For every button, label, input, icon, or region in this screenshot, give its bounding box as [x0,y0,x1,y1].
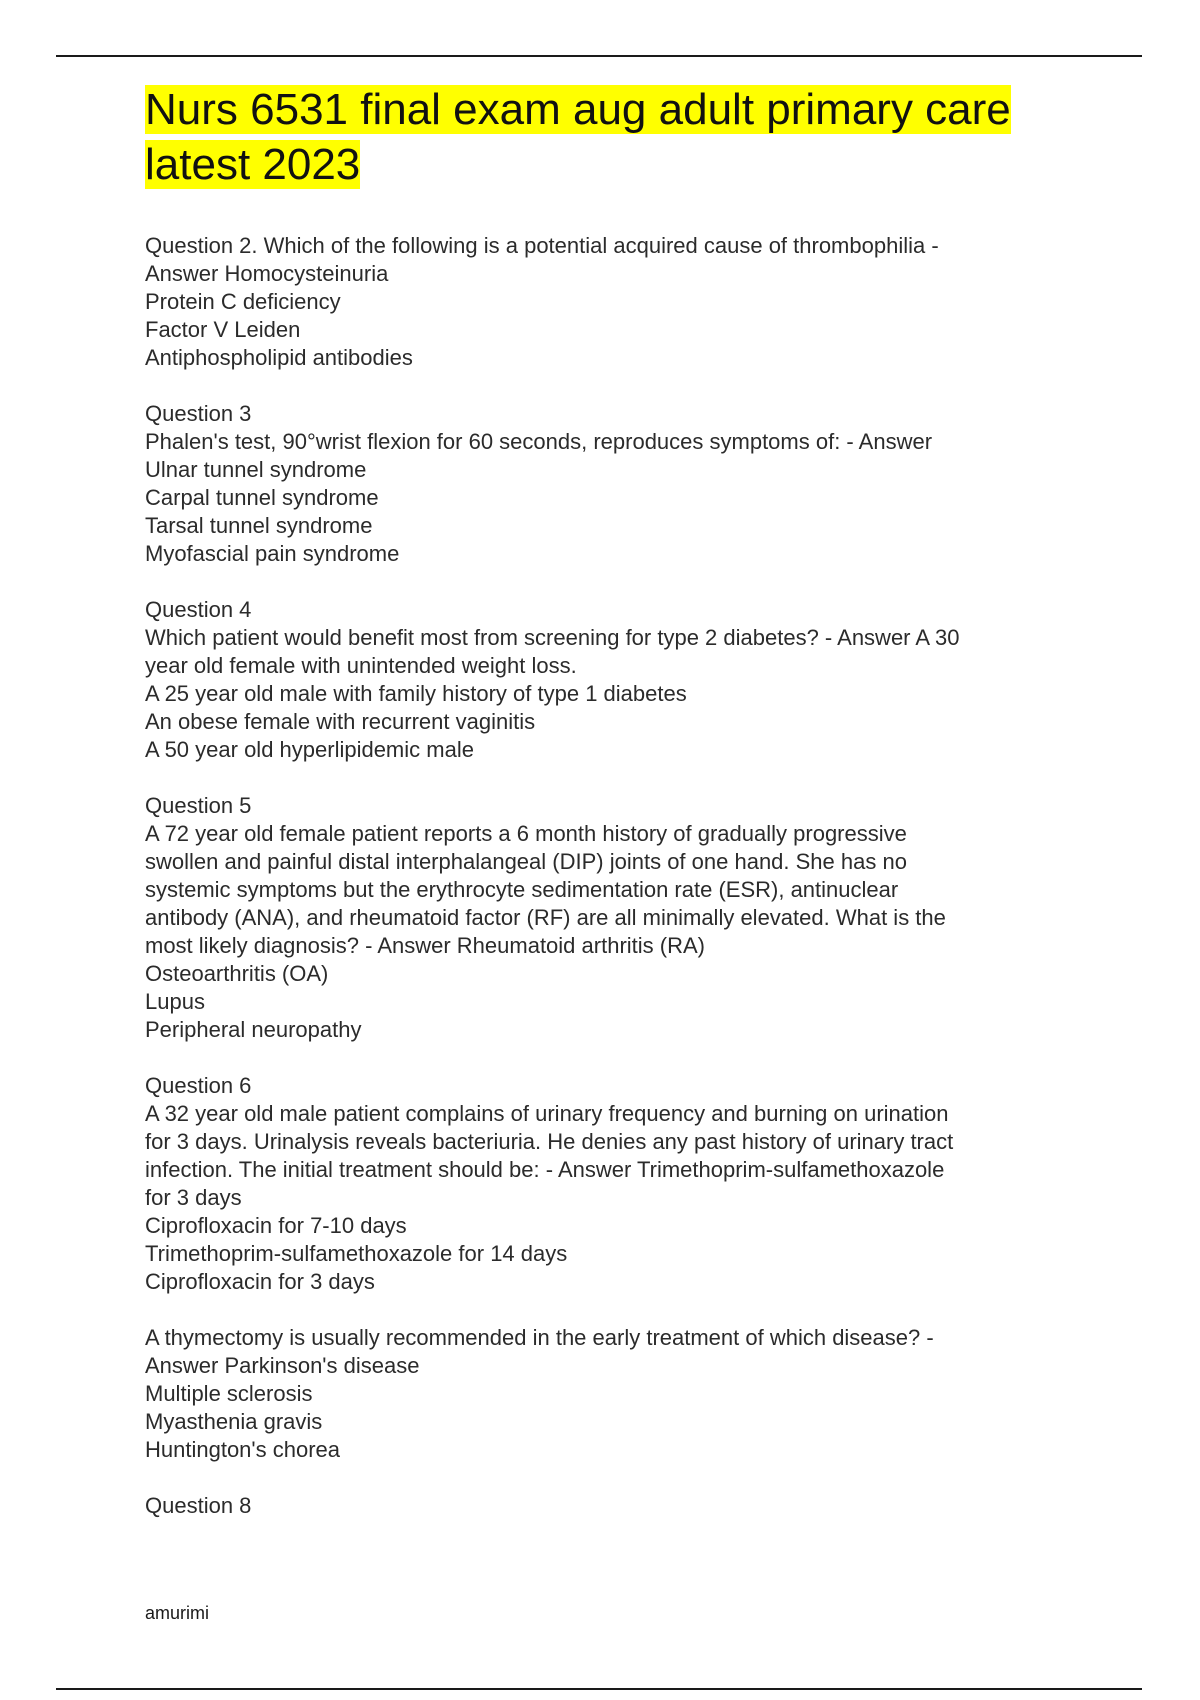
question-block [145,1324,1065,1464]
question-line: systemic symptoms but the erythrocyte sedimentation rate (ESR), antinuclear [145,877,899,902]
question-line: for 3 days. Urinalysis reveals bacteriuria. He denies any past history of urinary tract [145,1129,954,1154]
question-heading: Question 6 [145,1073,252,1098]
question-line: Protein C deficiency [145,289,341,314]
question-line: Ulnar tunnel syndrome [145,457,367,482]
question-line: Lupus [145,989,205,1014]
question-line: for 3 days [145,1185,242,1210]
question-line: Factor V Leiden [145,317,301,342]
question-block [145,1492,1065,1520]
question-line: Myofascial pain syndrome [145,541,400,566]
question-line: A 50 year old hyperlipidemic male [145,737,474,762]
question-line: Tarsal tunnel syndrome [145,513,373,538]
document-body [145,82,1065,1548]
question-heading: Question 4 [145,597,252,622]
title-highlight: Nurs 6531 final exam aug adult primary care latest 2023 [145,85,1011,189]
question-line: A thymectomy is usually recommended in the early treatment of which disease? - [145,1325,934,1350]
question-line: Carpal tunnel syndrome [145,485,379,510]
question-line: Myasthenia gravis [145,1409,323,1434]
question-line: Huntington's chorea [145,1437,340,1462]
question-line: A 32 year old male patient complains of urinary frequency and burning on urination [145,1101,949,1126]
question-line: Multiple sclerosis [145,1381,313,1406]
question-line: Which patient would benefit most from screening for type 2 diabetes? - Answer A 30 [145,625,960,650]
footer-author: amurimi [145,1603,210,1623]
question-line: Osteoarthritis (OA) [145,961,329,986]
question-list [145,232,1065,1520]
question-line: most likely diagnosis? - Answer Rheumatoid arthritis (RA) [145,933,705,958]
question-line: Question 2. Which of the following is a potential acquired cause of thrombophilia - [145,233,939,258]
question-heading: Question 3 [145,401,252,426]
question-line: antibody (ANA), and rheumatoid factor (RF) are all minimally elevated. What is the [145,905,946,930]
top-rule [56,55,1142,57]
question-line: Ciprofloxacin for 3 days [145,1269,375,1294]
question-line: Phalen's test, 90°wrist flexion for 60 seconds, reproduces symptoms of: - Answer [145,429,933,454]
question-line: swollen and painful distal interphalangeal (DIP) joints of one hand. She has no [145,849,907,874]
question-heading: Question 8 [145,1493,252,1518]
question-block [145,596,1065,764]
document-title [145,82,1065,192]
question-line: Ciprofloxacin for 7-10 days [145,1213,407,1238]
bottom-rule [56,1688,1142,1690]
question-block [145,1072,1065,1296]
question-line: An obese female with recurrent vaginitis [145,709,536,734]
question-line: Peripheral neuropathy [145,1017,362,1042]
question-line: A 72 year old female patient reports a 6 month history of gradually progressive [145,821,907,846]
question-block [145,400,1065,568]
question-line: infection. The initial treatment should be: - Answer Trimethoprim-sulfamethoxazole [145,1157,945,1182]
question-line: Answer Parkinson's disease [145,1353,420,1378]
question-heading: Question 5 [145,793,252,818]
question-block [145,792,1065,1044]
question-line: A 25 year old male with family history of type 1 diabetes [145,681,687,706]
question-line: Antiphospholipid antibodies [145,345,413,370]
question-line: year old female with unintended weight loss. [145,653,577,678]
question-line: Answer Homocysteinuria [145,261,389,286]
question-line: Trimethoprim-sulfamethoxazole for 14 days [145,1241,568,1266]
question-block [145,232,1065,372]
